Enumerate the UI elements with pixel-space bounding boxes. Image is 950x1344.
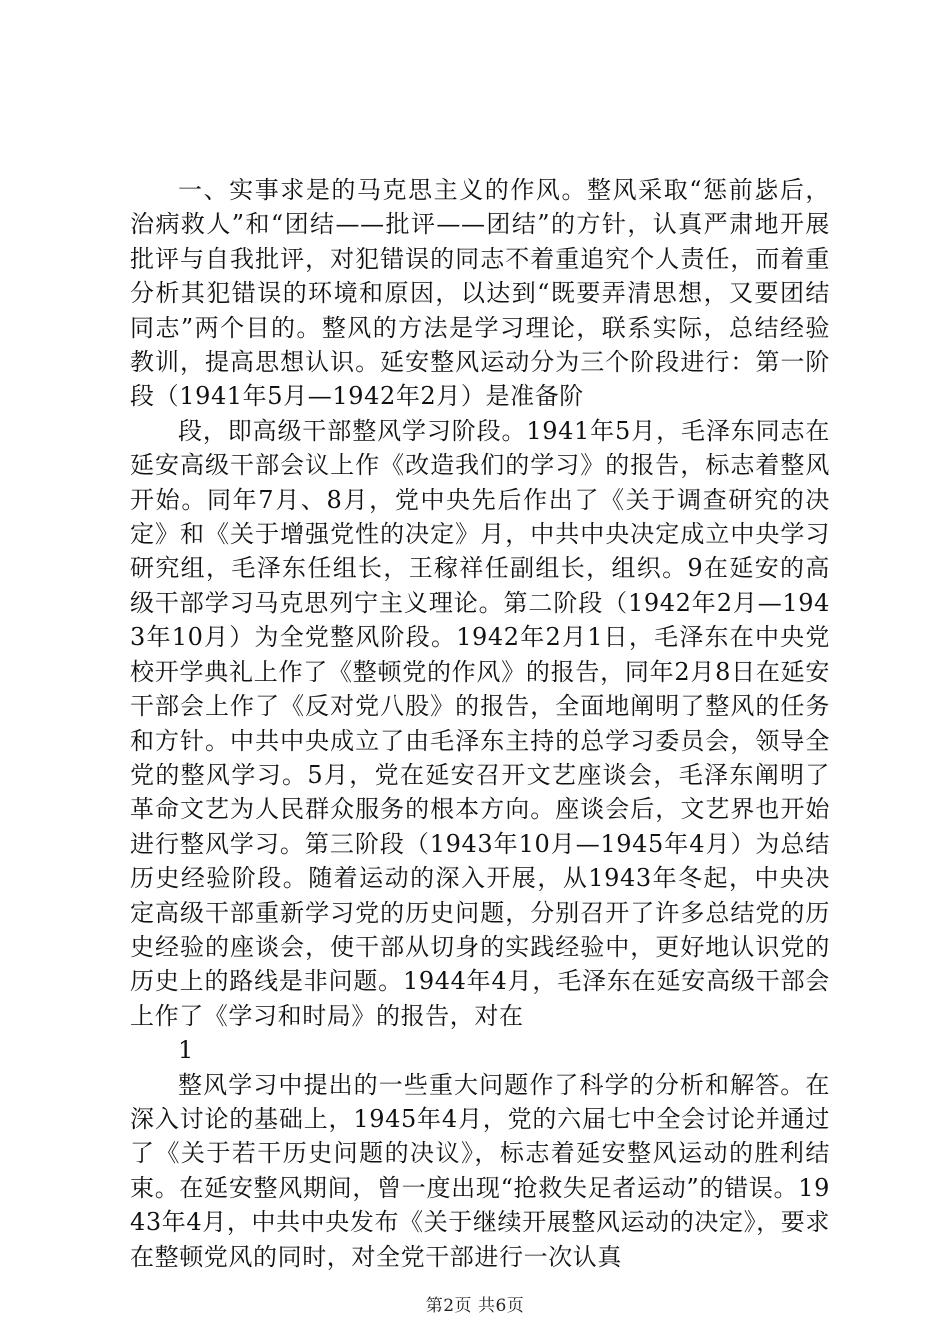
document-body xyxy=(130,173,830,1274)
page-footer: 第2页 共6页 xyxy=(425,1296,525,1316)
inline-page-number: 1 xyxy=(178,1036,194,1065)
paragraph-rectification-conclusion: 整风学习中提出的一些重大问题作了科学的分析和解答。在深入讨论的基础上，1945年4月，党的六届七中全会讨论并通过了《关于若干历史问题的决议》，标志着延安整风运动的胜利结束。在延安整风期间，曾一度出现“抢救失足者运动”的错误。1943年4月，中共中央发布《关于继续开展整风运动的决定》，要求在整顿党风的同时，对全党干部进行一次认真 xyxy=(130,1070,830,1271)
paragraph-rectification-style: 一、实事求是的马克思主义的作风。整风采取“惩前毖后，治病救人”和“团结——批评——团结”的方针，认真严肃地开展批评与自我批评，对犯错误的同志不着重追究个人责任，而着重分析其犯错误的环境和原因，以达到“既要弄清思想，又要团结同志”两个目的。整风的方法是学习理论，联系实际，总结经验教训，提高思想认识。延安整风运动分为三个阶段进行：第一阶段（1941年5月—1942年2月）是准备阶 xyxy=(130,176,830,411)
paragraph-rectification-stages: 段，即高级干部整风学习阶段。1941年5月，毛泽东同志在延安高级干部会议上作《改造我们的学习》的报告，标志着整风开始。同年7月、8月，党中央先后作出了《关于调查研究的决定》和《关于增强党性的决定》月，中共中央决定成立中央学习研究组，毛泽东任组长，王稼祥任副组长，组织。9在延安的高级干部学习马克思列宁主义理论。第二阶段（1942年2月—1943年10月）为全党整风阶段。1942年2月1日，毛泽东在中央党校开学典礼上作了《整顿党的作风》的报告，同年2月8日在延安干部会上作了《反对党八股》的报告，全面地阐明了整风的任务和方针。中共中央成立了由毛泽东主持的总学习委员会，领导全党的整风学习。5月，党在延安召开文艺座谈会，毛泽东阐明了革命文艺为人民群众服务的根本方向。座谈会后，文艺界也开始进行整风学习。第三阶段（1943年10月—1945年4月）为总结历史经验阶段。随着运动的深入开展，从1943年冬起，中央决定高级干部重新学习党的历史问题，分别召开了许多总结党的历史经验的座谈会，使干部从切身的实践经验中，更好地认识党的历史上的路线是非问题。1944年4月，毛泽东在延安高级干部会上作了《学习和时局》的报告，对在 xyxy=(130,416,830,1030)
